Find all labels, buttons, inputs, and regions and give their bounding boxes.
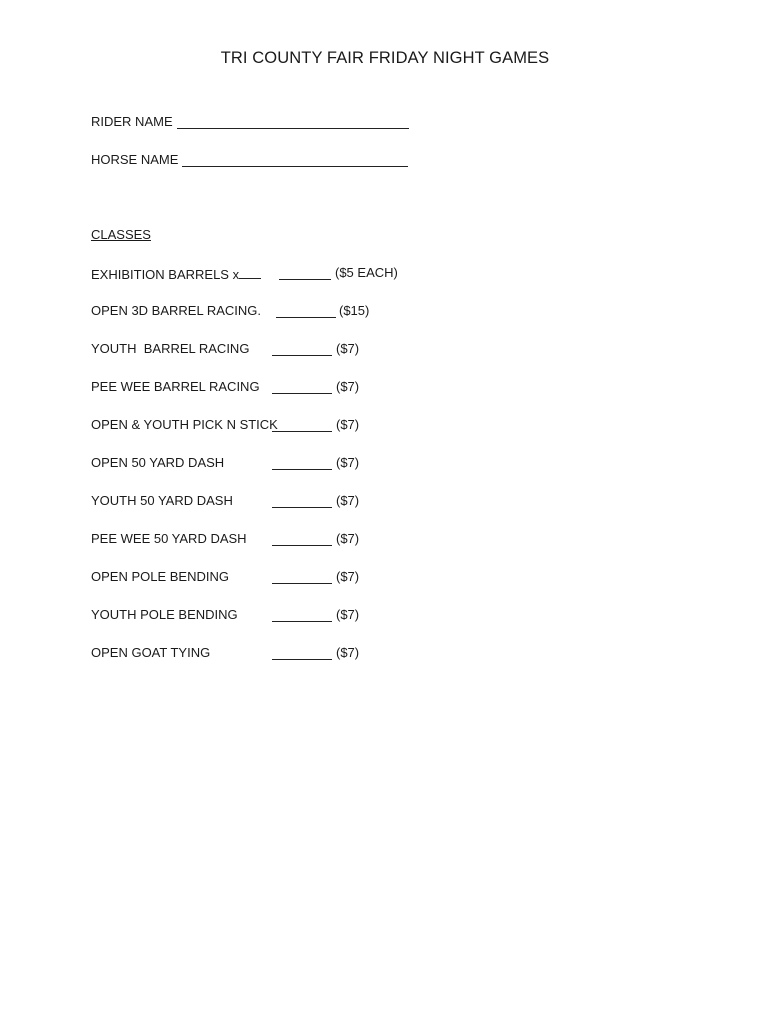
class-name: PEE WEE BARREL RACING — [91, 379, 260, 394]
class-price: ($7) — [336, 379, 360, 394]
form-title: TRI COUNTY FAIR FRIDAY NIGHT GAMES — [220, 49, 550, 67]
class-row — [91, 303, 491, 321]
class-name: YOUTH 50 YARD DASH — [91, 493, 233, 508]
class-name: OPEN 50 YARD DASH — [91, 455, 225, 470]
class-row — [91, 531, 491, 549]
entry-blank[interactable] — [276, 303, 336, 318]
class-price: ($15) — [339, 303, 370, 318]
class-name: YOUTH POLE BENDING — [91, 607, 238, 622]
rider-name-label: RIDER NAME — [91, 114, 173, 129]
rider-name-line[interactable] — [177, 114, 409, 129]
class-price: ($7) — [336, 607, 360, 622]
entry-blank[interactable] — [272, 607, 332, 622]
class-name: OPEN GOAT TYING — [91, 645, 211, 660]
entry-blank[interactable] — [272, 379, 332, 394]
exhibition-count-blank[interactable] — [239, 265, 261, 279]
entry-blank[interactable] — [272, 341, 332, 356]
class-name: EXHIBITION BARRELS x — [91, 265, 261, 282]
class-name: YOUTH BARREL RACING — [91, 341, 250, 356]
class-price: ($5 EACH) — [335, 265, 398, 280]
class-price: ($7) — [336, 531, 360, 546]
entry-blank[interactable] — [279, 265, 331, 280]
class-row — [91, 341, 491, 359]
class-price: ($7) — [336, 493, 360, 508]
rider-name-field — [91, 114, 409, 129]
entry-blank[interactable] — [272, 417, 332, 432]
class-price: ($7) — [336, 569, 360, 584]
classes-heading: CLASSES — [91, 227, 151, 242]
class-row — [91, 645, 491, 663]
class-name: OPEN & YOUTH PICK N STICK — [91, 417, 278, 432]
class-price: ($7) — [336, 417, 360, 432]
horse-name-field — [91, 152, 408, 167]
horse-name-line[interactable] — [182, 152, 408, 167]
class-name: OPEN 3D BARREL RACING. — [91, 303, 262, 318]
class-row — [91, 265, 491, 283]
class-price: ($7) — [336, 645, 360, 660]
class-row — [91, 493, 491, 511]
class-row — [91, 455, 491, 473]
entry-blank[interactable] — [272, 569, 332, 584]
class-row — [91, 417, 491, 435]
horse-name-label: HORSE NAME — [91, 152, 179, 167]
class-price: ($7) — [336, 455, 360, 470]
entry-blank[interactable] — [272, 645, 332, 660]
class-price: ($7) — [336, 341, 360, 356]
class-name: OPEN POLE BENDING — [91, 569, 229, 584]
class-row — [91, 379, 491, 397]
class-name: PEE WEE 50 YARD DASH — [91, 531, 247, 546]
entry-blank[interactable] — [272, 531, 332, 546]
class-row — [91, 607, 491, 625]
entry-blank[interactable] — [272, 493, 332, 508]
class-row — [91, 569, 491, 587]
entry-blank[interactable] — [272, 455, 332, 470]
